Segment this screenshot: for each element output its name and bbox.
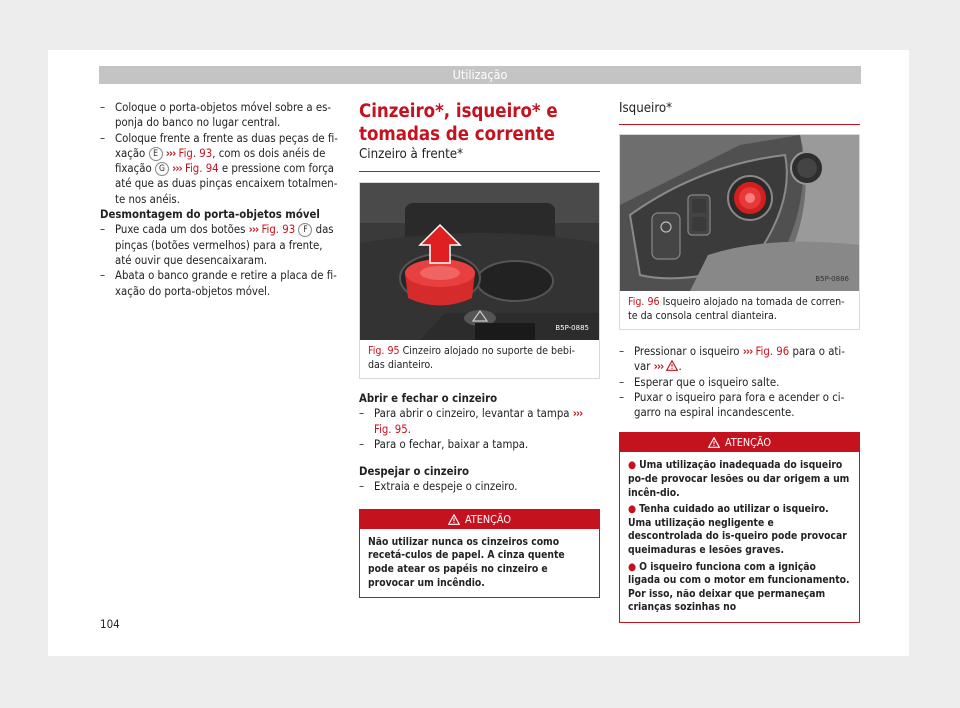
warning-triangle-icon bbox=[708, 437, 720, 448]
middle-column bbox=[359, 100, 600, 598]
warning-triangle-icon bbox=[448, 514, 460, 525]
warning-box bbox=[619, 432, 860, 623]
list-item: – Coloque o porta-objetos móvel sobre a es-ponja do banco no lugar central. bbox=[100, 101, 332, 130]
callout-badge-f: F bbox=[298, 223, 312, 237]
fig-link[interactable]: Fig. 93 bbox=[178, 146, 213, 160]
subsection-heading: Isqueiro* bbox=[619, 100, 860, 125]
figure-lighter bbox=[619, 134, 860, 330]
ashtray-illustration bbox=[360, 183, 599, 340]
warning-text: ● Uma utilização inadequada do isqueiro po-de provocar lesões ou dar origem a um incên-dio. ● Tenha cuidado ao utilizar o isqueiro. Uma utilização negligente e descontrolada do is-queiro pode provocar queimaduras e lesões graves. ● O isqueiro funciona com a ignição ligada ou com o motor em funcionamento. Por isso, não deixar que permaneçam crianças sozinhas no bbox=[628, 459, 850, 614]
left-column bbox=[100, 100, 340, 299]
lighter-illustration bbox=[620, 135, 859, 291]
warning-triangle-icon[interactable] bbox=[666, 360, 678, 371]
figure-code: B5P-0885 bbox=[555, 323, 589, 332]
page-number: 104 bbox=[100, 617, 120, 631]
warning-header: ATENÇÃO bbox=[360, 510, 599, 529]
list-item: – Esperar que o isqueiro salte. bbox=[619, 375, 780, 389]
ashtray-photo bbox=[360, 183, 599, 340]
figure-ashtray bbox=[359, 182, 600, 379]
warning-box bbox=[359, 509, 600, 598]
subsection-heading: Cinzeiro à frente* bbox=[359, 146, 600, 172]
figure-caption: Fig. 96 Isqueiro alojado na tomada de corren-te da consola central dianteira. bbox=[628, 296, 845, 322]
list-item: – Puxe cada um dos botões ››› Fig. 93 F das pinças (botões vermelhos) para a frente, até ouvir que desencaixaram. bbox=[100, 223, 334, 267]
section-title: Cinzeiro*, isqueiro* e tomadas de corrente bbox=[359, 101, 558, 145]
lighter-photo bbox=[620, 135, 859, 291]
fig-link[interactable]: Fig. 93 bbox=[261, 223, 296, 237]
list-item: – Extraia e despeje o cinzeiro. bbox=[359, 480, 518, 494]
subheading: Abrir e fechar o cinzeiro bbox=[359, 392, 498, 405]
warning-header: ATENÇÃO bbox=[620, 433, 859, 452]
list-item: – Coloque frente a frente as duas peças de fi-xação E ››› Fig. 93, com os dois anéis de fixação G ››› Fig. 94 e pressione com força até que as duas pinças encaixem totalmen-te nos anéis. bbox=[100, 131, 338, 206]
fig-link[interactable]: Fig. 94 bbox=[184, 162, 219, 176]
right-column bbox=[619, 100, 860, 623]
figure-caption: Fig. 95 Cinzeiro alojado no suporte de bebi-das dianteiro. bbox=[368, 345, 576, 371]
list-item: – Para abrir o cinzeiro, levantar a tampa ››› Fig. 95. bbox=[359, 407, 583, 436]
callout-badge-g: G bbox=[155, 162, 169, 176]
callout-badge-e: E bbox=[149, 147, 163, 161]
list-item: – Puxar o isqueiro para fora e acender o ci-garro na espiral incandescente. bbox=[619, 390, 845, 420]
fig-link[interactable]: Fig. 95 bbox=[374, 422, 408, 436]
warning-text: Não utilizar nunca os cinzeiros como recetá-culos de papel. A cinza quente pode atear os papéis no cinzeiro e provocar um incêndio. bbox=[368, 535, 565, 589]
list-item: – Para o fechar, baixar a tampa. bbox=[359, 437, 529, 451]
section-header: Utilização bbox=[99, 66, 861, 84]
fig-link[interactable]: Fig. 96 bbox=[755, 345, 790, 358]
figure-code: B5P-0886 bbox=[815, 274, 849, 283]
subheading: Despejar o cinzeiro bbox=[359, 465, 469, 479]
list-item: – Abata o banco grande e retire a placa de fi-xação do porta-objetos móvel. bbox=[100, 269, 337, 298]
subheading: Desmontagem do porta-objetos móvel bbox=[100, 208, 320, 222]
list-item: – Pressionar o isqueiro ››› Fig. 96 para o ati-var ››› . bbox=[619, 345, 845, 374]
